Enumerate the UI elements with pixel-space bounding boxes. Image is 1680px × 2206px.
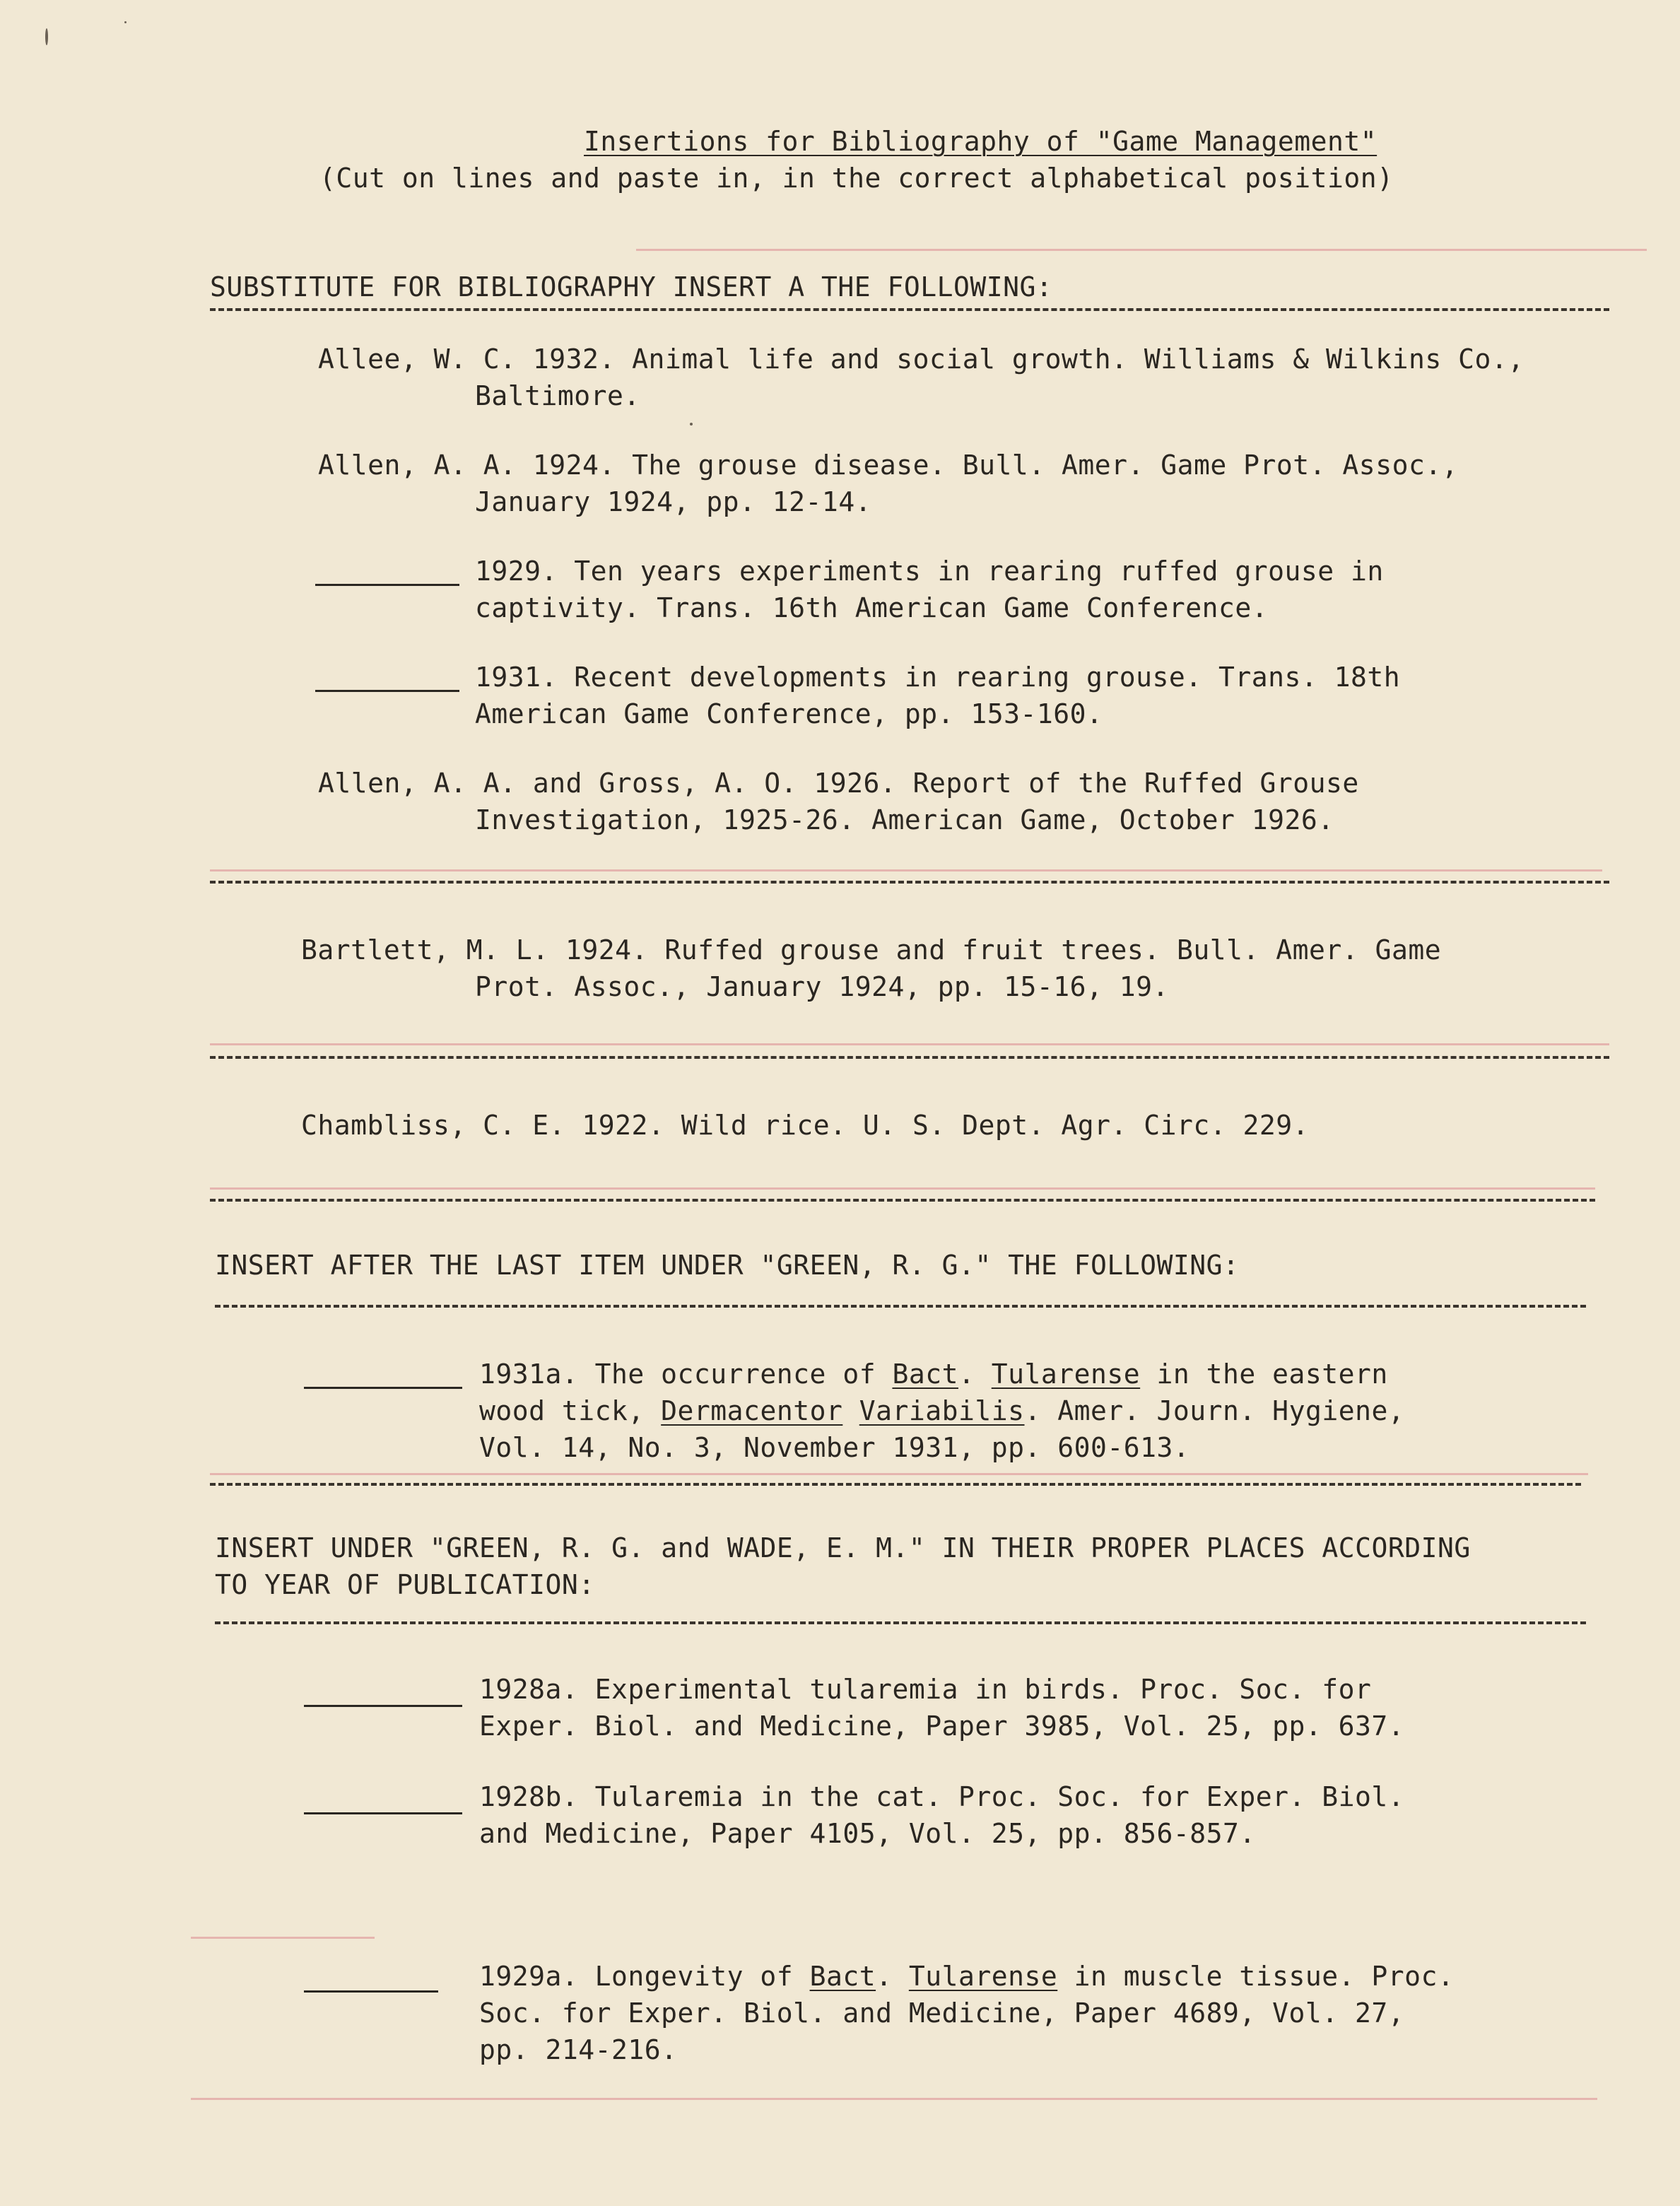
ditto-blank-line xyxy=(304,1705,462,1707)
entry-bartlett-line1: Bartlett, M. L. 1924. Ruffed grouse and fruit trees. Bull. Amer. Game xyxy=(301,934,1442,966)
section-heading-green-wade-line1: INSERT UNDER "GREEN, R. G. and WADE, E. M." IN THEIR PROPER PLACES ACCORDING xyxy=(215,1532,1471,1563)
pink-rule xyxy=(191,2098,1597,2100)
entry-gw-1929a-line2: Soc. for Exper. Biol. and Medicine, Paper 4689, Vol. 27, xyxy=(479,1997,1405,2029)
entry-bartlett-line2: Prot. Assoc., January 1924, pp. 15-16, 19. xyxy=(475,971,1169,1002)
document-title: Insertions for Bibliography of "Game Management" xyxy=(584,126,1378,157)
italic-underlined-term: Variabilis xyxy=(859,1395,1025,1426)
entry-gw-1929a-line3: pp. 214-216. xyxy=(479,2034,678,2065)
section-heading-green: INSERT AFTER THE LAST ITEM UNDER "GREEN, R. G." THE FOLLOWING: xyxy=(215,1250,1240,1281)
section-heading-green-wade-line2: TO YEAR OF PUBLICATION: xyxy=(215,1569,595,1600)
pink-rule xyxy=(191,1937,375,1939)
cut-line xyxy=(215,1305,1586,1308)
pink-rule xyxy=(210,1043,1609,1045)
cut-line xyxy=(215,1621,1586,1624)
entry-gw-1928b-line2: and Medicine, Paper 4105, Vol. 25, pp. 856-857. xyxy=(479,1818,1256,1849)
entry-allen-1931-line2: American Game Conference, pp. 153-160. xyxy=(475,698,1103,729)
section-heading-substitute: SUBSTITUTE FOR BIBLIOGRAPHY INSERT A THE FOLLOWING: xyxy=(210,271,1053,303)
ditto-blank-line xyxy=(315,584,459,586)
entry-allee-line2: Baltimore. xyxy=(475,380,640,411)
pink-rule xyxy=(210,1187,1595,1190)
pink-rule xyxy=(210,869,1602,872)
entry-gw-1929a-line1: 1929a. Longevity of Bact. Tularense in muscle tissue. Proc. xyxy=(479,1961,1455,1992)
entry-allee-line1: Allee, W. C. 1932. Animal life and social growth. Williams & Wilkins Co., xyxy=(318,344,1525,375)
paper-speck xyxy=(690,423,693,426)
entry-gw-1928a-line1: 1928a. Experimental tularemia in birds. Proc. Soc. for xyxy=(479,1674,1372,1705)
paper-speck xyxy=(124,21,127,23)
ditto-blank-line xyxy=(315,690,459,692)
cut-line xyxy=(210,881,1609,884)
entry-allen-1924-line1: Allen, A. A. 1924. The grouse disease. Bull. Amer. Game Prot. Assoc., xyxy=(318,450,1459,481)
entry-allen-1931-line1: 1931. Recent developments in rearing grouse. Trans. 18th xyxy=(475,662,1401,693)
ditto-blank-line xyxy=(304,1387,462,1389)
paper-speck xyxy=(45,28,48,45)
ditto-blank-line xyxy=(304,1812,462,1814)
italic-underlined-term: Tularense xyxy=(908,1961,1058,1992)
ditto-blank-line xyxy=(304,1990,438,1993)
entry-gw-1928b-line1: 1928b. Tularemia in the cat. Proc. Soc. for Exper. Biol. xyxy=(479,1781,1405,1812)
document-subtitle: (Cut on lines and paste in, in the correct alphabetical position) xyxy=(319,163,1394,194)
entry-green-1931a-line2: wood tick, Dermacentor Variabilis. Amer. Journ. Hygiene, xyxy=(479,1395,1405,1426)
italic-underlined-term: Bact xyxy=(892,1359,958,1390)
italic-underlined-term: Dermacentor xyxy=(661,1395,843,1426)
entry-allen-1924-line2: January 1924, pp. 12-14. xyxy=(475,486,872,517)
entry-chambliss: Chambliss, C. E. 1922. Wild rice. U. S. Dept. Agr. Circ. 229. xyxy=(301,1110,1310,1141)
entry-allen-1929-line2: captivity. Trans. 16th American Game Conference. xyxy=(475,592,1269,623)
entry-allen-gross-line2: Investigation, 1925-26. American Game, October 1926. xyxy=(475,804,1334,835)
cut-line xyxy=(210,1199,1595,1202)
entry-allen-1929-line1: 1929. Ten years experiments in rearing ruffed grouse in xyxy=(475,556,1384,587)
italic-underlined-term: Tularense xyxy=(991,1359,1141,1390)
entry-gw-1928a-line2: Exper. Biol. and Medicine, Paper 3985, Vol. 25, pp. 637. xyxy=(479,1711,1405,1742)
entry-green-1931a-line3: Vol. 14, No. 3, November 1931, pp. 600-613. xyxy=(479,1432,1190,1463)
italic-underlined-term: Bact xyxy=(809,1961,876,1992)
entry-green-1931a-line1: 1931a. The occurrence of Bact. Tularense in the eastern xyxy=(479,1359,1388,1390)
cut-line xyxy=(210,308,1609,311)
cut-line xyxy=(210,1056,1609,1059)
cut-line xyxy=(210,1483,1581,1486)
entry-allen-gross-line1: Allen, A. A. and Gross, A. O. 1926. Report of the Ruffed Grouse xyxy=(318,768,1359,799)
pink-rule xyxy=(210,1473,1588,1475)
pink-rule xyxy=(636,249,1647,251)
